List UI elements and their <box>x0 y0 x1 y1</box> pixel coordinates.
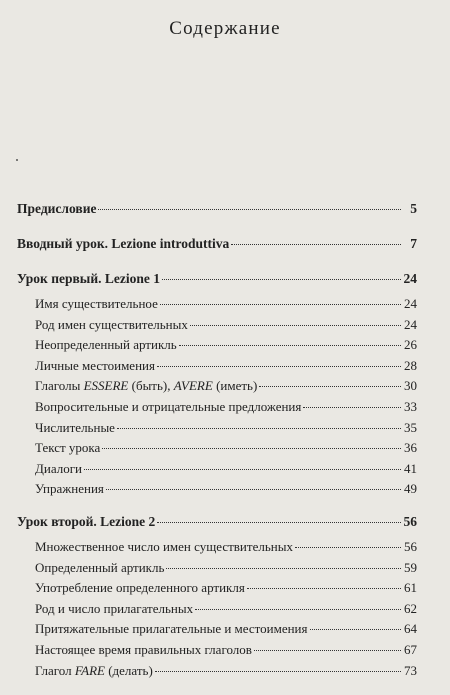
toc-subentry[interactable] <box>17 358 417 379</box>
toc-subentry-page: 36 <box>404 440 417 456</box>
toc-entry-page: 56 <box>403 513 417 529</box>
toc-subentry-title: Диалоги <box>35 460 82 476</box>
dot-leader <box>247 588 401 589</box>
title-part: (быть), <box>128 378 174 394</box>
toc-subentry-page: 41 <box>404 460 417 476</box>
toc-subentry-page: 28 <box>404 357 417 373</box>
toc-subentry-title: Личные местоимения <box>35 357 155 373</box>
dot-leader <box>117 428 401 429</box>
toc-entry-page: 24 <box>403 271 417 286</box>
dot-leader <box>162 279 401 280</box>
dot-leader <box>155 671 401 672</box>
toc-subentry[interactable] <box>17 378 417 399</box>
title-part: (иметь) <box>212 378 258 394</box>
toc-subentry-title: Множественное число имен существительных <box>35 538 293 554</box>
toc-subentry-page: 24 <box>404 296 417 311</box>
toc-subentry[interactable] <box>17 420 417 441</box>
dot-leader <box>98 209 401 210</box>
toc-subentry-page: 64 <box>404 621 417 637</box>
toc-entry-preface[interactable] <box>17 201 417 223</box>
toc-subentry[interactable] <box>17 621 417 642</box>
toc-entry-page: 5 <box>410 201 417 216</box>
dot-leader <box>157 522 401 523</box>
toc-subentry-page: 62 <box>404 600 417 616</box>
toc-subentry[interactable] <box>17 601 417 622</box>
dot-leader <box>179 345 401 346</box>
title-part-italic: FARE <box>74 662 105 678</box>
toc-subentry[interactable] <box>17 337 417 358</box>
toc-subentry[interactable] <box>17 440 417 461</box>
dot-leader <box>254 650 401 651</box>
toc-subentry-title: Неопределенный артикль <box>35 337 177 353</box>
toc-subentry-page: 73 <box>404 662 417 678</box>
toc-entry-lesson-1[interactable] <box>17 271 417 293</box>
toc-subentry-page: 24 <box>404 316 417 332</box>
title-part: (делать) <box>104 662 153 678</box>
dot-leader <box>160 304 401 305</box>
toc-subentry-title: Притяжательные прилагательные и местоимения <box>35 621 308 637</box>
toc-subentry[interactable] <box>17 481 417 502</box>
dot-leader <box>190 325 401 326</box>
toc-subentry-page: 30 <box>404 378 417 394</box>
title-part: Глагол <box>35 662 75 678</box>
dot-leader <box>102 448 401 449</box>
toc-subentry-title: Род имен существительных <box>35 316 188 332</box>
dot-leader <box>231 244 401 245</box>
toc-entry-title: Вводный урок. Lezione introduttiva <box>17 236 230 251</box>
dot-leader <box>166 568 401 569</box>
toc-subentry-title: Употребление определенного артикля <box>35 580 245 596</box>
toc-subentry-title: Определенный артикль <box>35 559 165 575</box>
toc-subentry[interactable] <box>17 399 417 420</box>
toc-entry-page: 7 <box>410 236 417 251</box>
toc-subentry-page: 67 <box>404 641 417 657</box>
toc-subentry-title <box>35 663 153 679</box>
toc-subentry-title: Числительные <box>35 419 115 435</box>
toc-subentry-page: 61 <box>404 580 417 596</box>
toc-section-lesson-1 <box>17 271 417 502</box>
toc-subentry[interactable] <box>17 580 417 601</box>
toc-subentry-title: Род и число прилагательных <box>35 600 194 616</box>
toc-subentry-page: 26 <box>404 337 417 353</box>
table-of-contents <box>17 201 417 695</box>
dot-leader <box>295 547 401 548</box>
toc-entry-title: Урок первый. Lezione 1 <box>17 271 160 286</box>
dot-leader <box>303 407 401 408</box>
toc-subentry-title: Настоящее время правильных глаголов <box>35 641 252 657</box>
toc-entry-title: Предисловие <box>17 201 97 216</box>
ink-dot <box>16 159 18 161</box>
toc-entry-intro[interactable] <box>17 236 417 258</box>
toc-subentry[interactable] <box>17 317 417 338</box>
dot-leader <box>157 366 401 367</box>
toc-subentry-title: Имя существительное <box>35 296 158 311</box>
toc-subentry-page: 33 <box>404 398 417 414</box>
toc-subentry-page: 59 <box>404 559 417 575</box>
toc-subentry[interactable] <box>17 560 417 581</box>
toc-subentry-page: 56 <box>404 538 417 554</box>
toc-subentry[interactable] <box>17 461 417 482</box>
toc-subentry[interactable] <box>17 663 417 684</box>
toc-subentry-page: 35 <box>404 419 417 435</box>
toc-subentry-title: Текст урока <box>35 440 101 456</box>
toc-subentry[interactable] <box>17 539 417 560</box>
toc-entry-title: Урок второй. Lezione 2 <box>17 513 156 529</box>
toc-entry-lesson-2[interactable] <box>17 514 417 536</box>
toc-section-lesson-2 <box>17 514 417 683</box>
toc-subentry[interactable] <box>17 296 417 317</box>
dot-leader <box>84 469 401 470</box>
toc-subentry-title: Вопросительные и отрицательные предложения <box>35 398 302 414</box>
toc-subentry-title: Упражнения <box>35 481 104 497</box>
dot-leader <box>106 489 401 490</box>
dot-leader <box>259 386 401 387</box>
title-part-italic: AVERE <box>173 378 213 394</box>
title-part: Глаголы <box>35 378 84 394</box>
page-title: Содержание <box>169 18 281 39</box>
dot-leader <box>310 629 402 630</box>
dot-leader <box>195 609 401 610</box>
title-part-italic: ESSERE <box>83 378 129 394</box>
toc-subentry-page: 49 <box>404 481 417 497</box>
toc-subentry[interactable] <box>17 642 417 663</box>
toc-subentry-title <box>35 378 257 394</box>
